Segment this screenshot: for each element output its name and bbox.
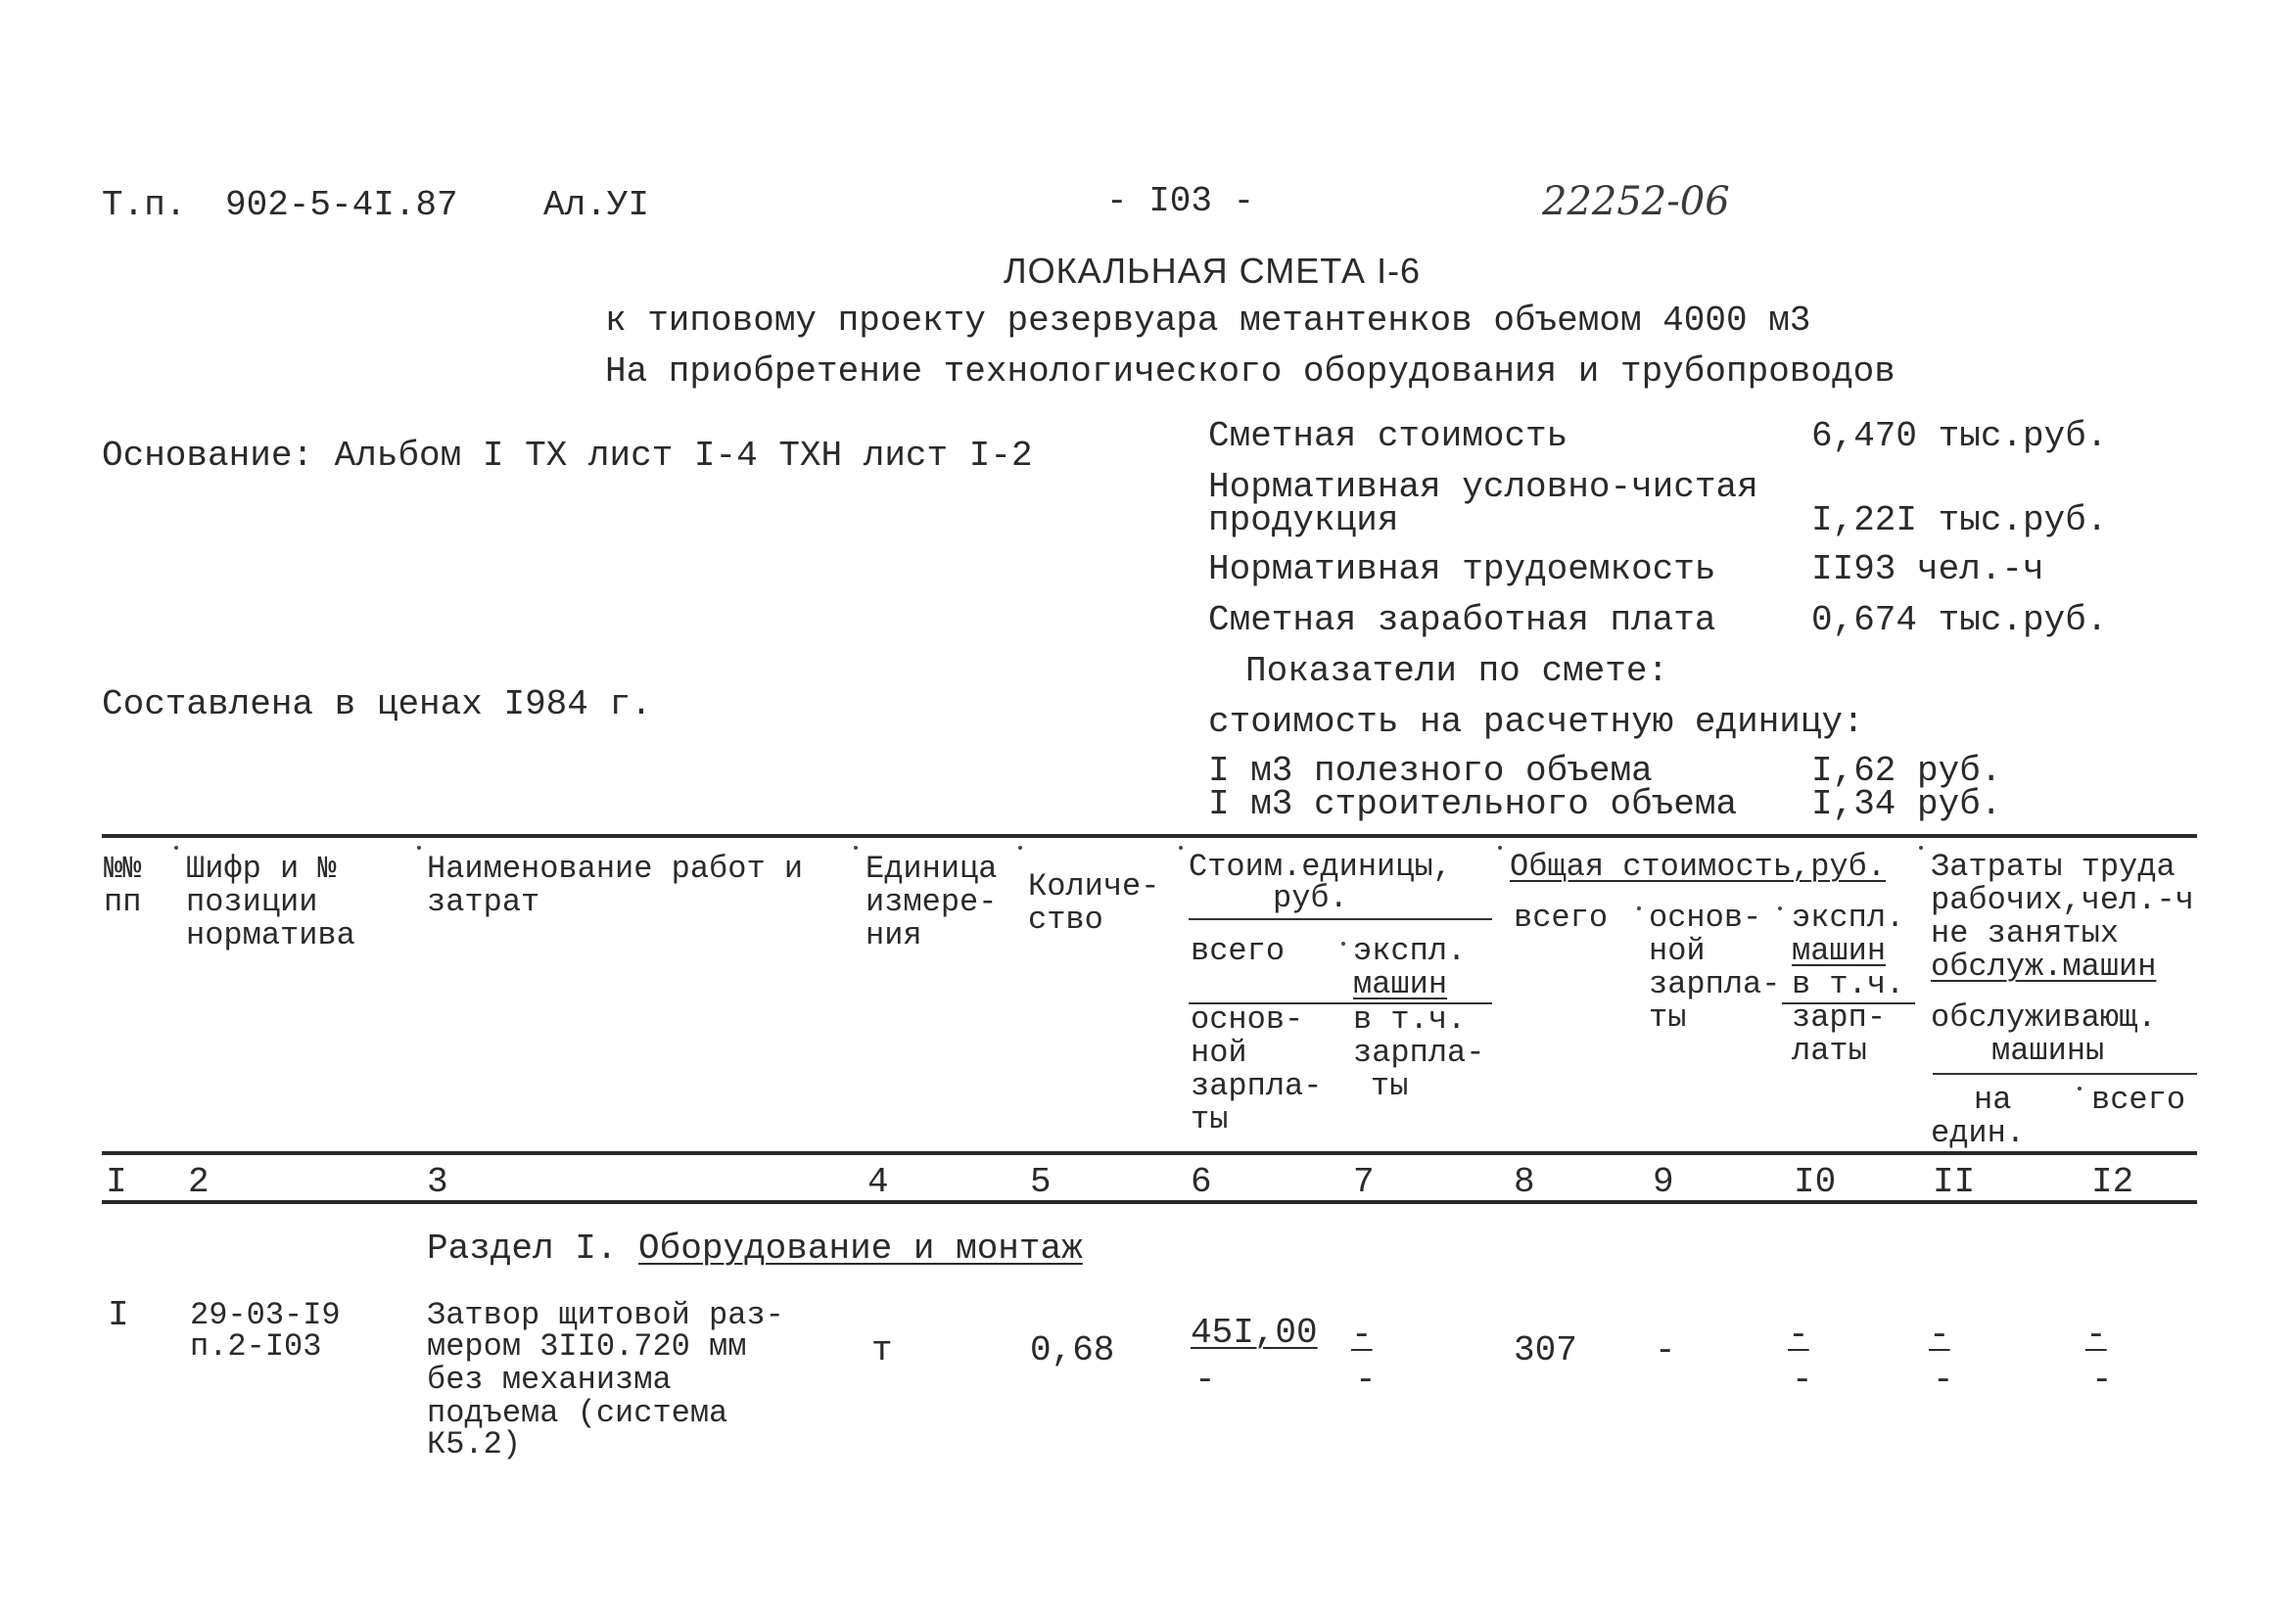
header-unit-cost: Стоим.единицы, [1189,849,1452,885]
header-col-6-e: ты [1191,1101,1229,1137]
column-number-3: 3 [427,1162,448,1202]
header-col-10-c: в т.ч. [1792,966,1905,1002]
album-number: Ал.УI [543,185,650,225]
row-name-3: без механизма [427,1362,672,1398]
table-top-rule [102,834,2197,838]
basis-note: Основание: Альбом I ТХ лист I-4 ТХН лист I-2 [102,436,1033,476]
header-col-9-a: основ- [1649,900,1762,936]
column-dot [1498,846,1502,850]
row-labor-total: - [2085,1315,2107,1355]
header-col-4-c: ния [866,917,922,953]
column-dot [1018,846,1022,850]
header-col-3-a: Наименование работ и [427,851,804,887]
row-name-4: подъема (система [427,1395,728,1431]
header-col-10-e: латы [1792,1033,1867,1069]
row-unit-cost: 45I,00 [1191,1313,1318,1353]
row-machine-wage-total: - [1792,1360,1813,1400]
useful-volume-label: I м3 полезного объема [1208,751,1653,791]
header-col-3-b: затрат [427,884,540,920]
indicators-label: Показатели по смете: [1245,651,1669,691]
rule-labor-sub [1933,1073,2197,1075]
row-number: I [108,1295,129,1335]
column-number-2: 2 [188,1162,210,1202]
header-labor-f: машины [1991,1033,2105,1069]
net-label-1: Нормативная условно-чистая [1208,467,1758,507]
header-bottom-rule [102,1151,2197,1155]
header-col-2-b: позиции [186,884,318,920]
column-number-7: 7 [1353,1162,1375,1202]
row-code-1: 29-03-I9 [190,1297,341,1333]
net-value: I,22I тыс.руб. [1811,500,2108,540]
prices-note: Составлена в ценах I984 г. [102,684,652,724]
net-label-2: продукция [1208,500,1399,540]
header-col-7-d: зарпла- [1353,1035,1485,1071]
header-col-4-a: Единица [866,851,998,887]
header-col-10-d: зарп- [1792,999,1887,1036]
column-dot [1179,846,1183,850]
header-col-7-e: ты [1371,1068,1409,1104]
header-col-10-b: машин [1792,933,1887,969]
header-col-7-a: экспл. [1353,933,1467,969]
column-number-4: 4 [867,1162,889,1202]
row-code-2: п.2-I03 [190,1328,322,1365]
row-unit-cost-wage: - [1194,1360,1216,1400]
build-volume-value: I,34 руб. [1811,784,2002,824]
header-col-7-b: машин [1353,966,1448,1002]
header-col-1-a: №№ [104,851,142,887]
column-dot [1919,846,1923,850]
build-volume-label: I м3 строительного объема [1208,784,1738,824]
column-dot [1341,942,1345,946]
header-col-9-b: ной [1649,933,1706,969]
handwritten-number: 22252-06 [1542,179,1730,224]
header-labor-d: обслуж.машин [1931,949,2157,985]
column-number-10: I0 [1794,1162,1837,1202]
row-unit: т [871,1330,893,1370]
column-number-11: II [1933,1162,1976,1202]
row-labor-per-unit-machine: - [1933,1360,1954,1400]
header-col-7-c: в т.ч. [1353,1001,1467,1038]
row-labor-total-machine: - [2091,1360,2113,1400]
header-col-6-a: всего [1191,933,1286,969]
cost-value: 6,470 тыс.руб. [1811,416,2108,456]
column-number-6: 6 [1191,1162,1212,1202]
header-col-12: всего [2091,1082,2186,1118]
column-dot [174,846,178,850]
header-total-cost: Общая стоимость,руб. [1510,849,1887,885]
useful-volume-value: I,62 руб. [1811,751,2002,791]
row-name-2: мером 3II0.720 мм [427,1328,747,1365]
column-number-5: 5 [1030,1162,1052,1202]
header-labor-a: Затраты труда [1931,849,2176,885]
cost-label: Сметная стоимость [1208,416,1568,456]
page-number: - I03 - [1106,181,1255,221]
column-number-1: I [106,1162,127,1202]
header-col-8: всего [1514,900,1609,936]
row-name-1: Затвор щитовой раз- [427,1297,784,1333]
header-col-6-c: ной [1191,1035,1247,1071]
header-col-5-b: ство [1028,902,1103,938]
section-prefix: Раздел I. [427,1229,618,1269]
header-col-2-a: Шифр и № [186,851,337,887]
row-machine-cost: - [1351,1315,1373,1355]
header-col-1-b: пп [104,884,142,920]
title-line-3: На приобретение технологического оборудования и трубопроводов [605,351,1895,392]
column-dot [854,846,858,850]
column-dot [1778,906,1782,910]
section-heading [427,1231,1083,1267]
header-labor-c: не занятых [1931,915,2120,951]
rule-unit-cost [1189,918,1492,920]
numbers-bottom-rule [102,1200,2197,1204]
project-number: 902-5-4I.87 [225,185,458,225]
header-col-9-d: ты [1649,999,1687,1036]
wage-label: Сметная заработная плата [1208,600,1716,640]
header-col-2-c: норматива [186,917,355,953]
column-number-8: 8 [1514,1162,1535,1202]
header-col-9-c: зарпла- [1649,966,1781,1002]
header-labor-e: обслуживающ. [1931,999,2157,1036]
row-machine-wage: - [1355,1360,1377,1400]
column-dot [1637,906,1641,910]
labor-value: II93 чел.-ч [1811,549,2044,589]
header-col-6-b: основ- [1191,1001,1304,1038]
column-number-12: I2 [2091,1162,2134,1202]
row-quantity: 0,68 [1030,1330,1115,1370]
header-col-11-a: на [1974,1082,2012,1118]
title-line-2: к типовому проекту резервуара метантенков объемом 4000 м3 [605,301,1811,341]
row-machine-total: - [1788,1315,1809,1355]
section-title: Оборудование и монтаж [638,1229,1083,1269]
labor-label: Нормативная трудоемкость [1208,549,1716,589]
doc-code: Т.п. [102,185,187,225]
row-labor-per-unit: - [1929,1315,1950,1355]
column-dot [2078,1087,2082,1090]
row-wage-total: - [1655,1330,1676,1370]
header-col-4-b: измере- [866,884,998,920]
header-col-11-b: един. [1931,1115,2026,1151]
header-col-10-a: экспл. [1792,900,1905,936]
header-col-6-d: зарпла- [1191,1068,1323,1104]
document-title: ЛОКАЛЬНАЯ СМЕТА I-6 [1004,251,1422,291]
row-name-5: К5.2) [427,1426,522,1462]
wage-value: 0,674 тыс.руб. [1811,600,2108,640]
header-col-5-a: Количе- [1028,868,1160,905]
row-total: 307 [1514,1330,1577,1370]
header-labor-b: рабочих,чел.-ч [1931,882,2194,918]
column-number-9: 9 [1653,1162,1674,1202]
header-unit-cost-rub: руб. [1273,880,1348,916]
unit-cost-label: стоимость на расчетную единицу: [1208,702,1864,742]
column-dot [417,846,421,850]
